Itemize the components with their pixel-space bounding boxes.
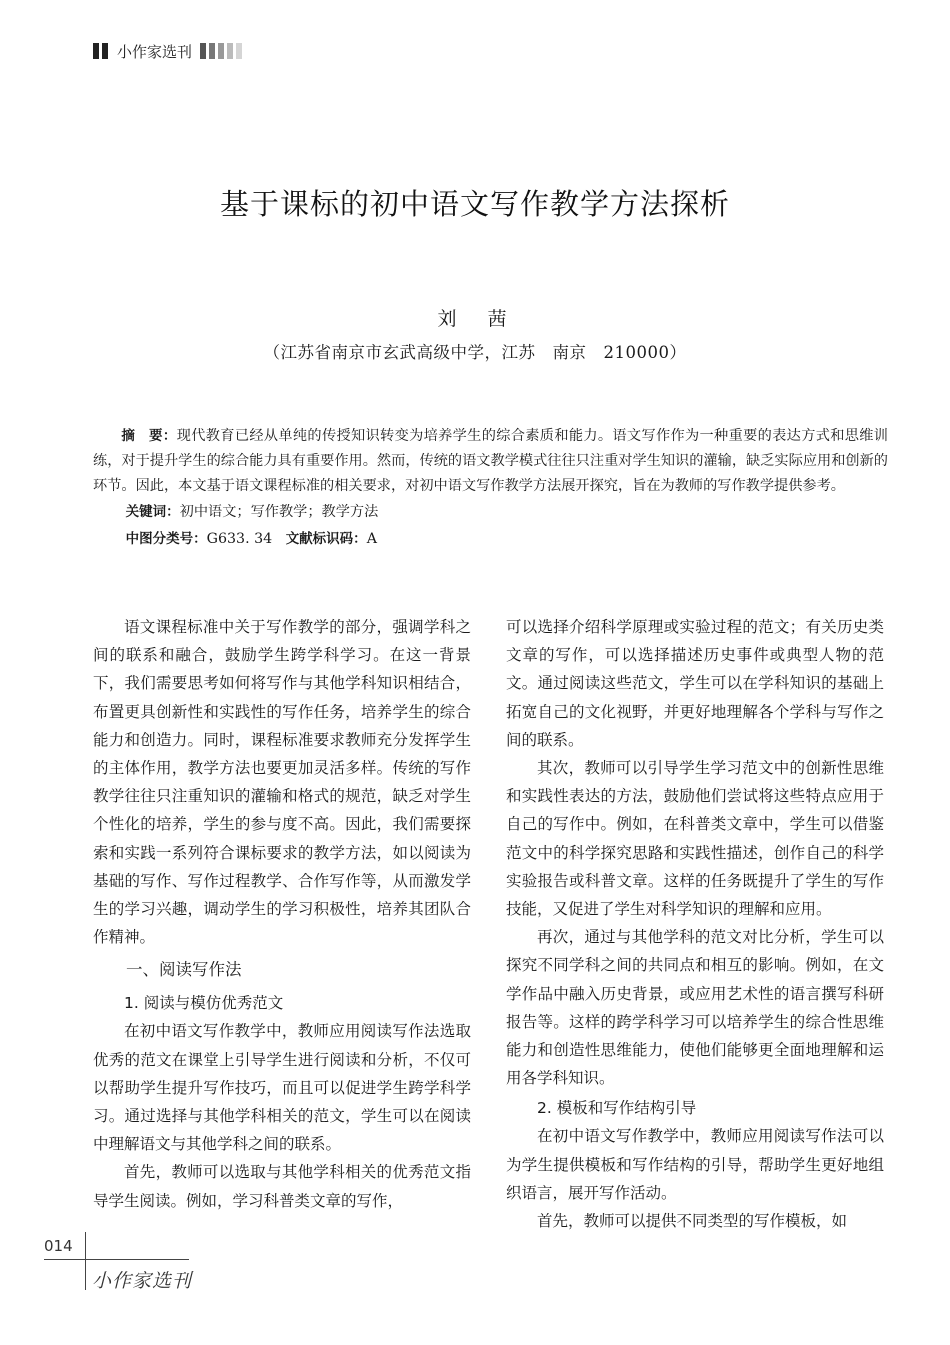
body-paragraph: 在初中语文写作教学中，教师应用阅读写作法可以为学生提供模板和写作结构的引导，帮助学生更好地组织语言，展开写作活动。 (506, 1127, 884, 1202)
abstract-block (93, 424, 888, 553)
clc-value: G633. 34 (206, 531, 273, 547)
abstract-text: 现代教育已经从单纯的传授知识转变为培养学生的综合素质和能力。语文写作作为一种重要的表达方式和思维训练，对于提升学生的综合能力具有重要作用。然而，传统的语文教学模式往往只注重对学生知识的灌输，缺乏实际应用和创新的环节。因此，本文基于语文课程标准的相关要求，对初中语文写作教学方法展开探究，旨在为教师的写作教学提供参考。 (93, 428, 888, 494)
body-paragraph: 再次，通过与其他学科的范文对比分析，学生可以探究不同学科之间的共同点和相互的影响。例如，在文学作品中融入历史背景，或应用艺术性的语言撰写科研报告等。这样的跨学科学习可以培养学生的综合性思维能力和创造性思维能力，使他们能够更全面地理解和运用各学科知识。 (506, 928, 884, 1088)
doc-code-label: 文献标识码： (285, 531, 367, 547)
running-header (93, 40, 245, 62)
header-bar-icon (93, 43, 99, 59)
body-paragraph: 其次，教师可以引导学生学习范文中的创新性思维和实践性表达的方法，鼓励他们尝试将这些特点应用于自己的写作中。例如，在科普类文章中，学生可以借鉴范文中的科学探究思路和实践性描述，创作自己的科学实验报告或科普文章。这样的任务既提升了学生的写作技能，又促进了学生对科学知识的理解和应用。 (506, 759, 884, 919)
doc-code-value: A (366, 531, 377, 547)
abstract-label: 摘 要： (121, 428, 177, 444)
body-column-left (93, 613, 471, 1215)
subsection-heading: 1. 阅读与模仿优秀范文 (124, 994, 284, 1013)
header-bar-icon (227, 43, 233, 59)
keywords-label: 关键词： (125, 504, 180, 520)
body-paragraph: 语文课程标准中关于写作教学的部分，强调学科之间的联系和融合，鼓励学生跨学科学习。在这一背景下，我们需要思考如何将写作与其他学科知识相结合，布置更具创新性和实践性的写作任务，培养学生的综合能力和创造力。同时，课程标准要求教师充分发挥学生的主体作用，教学方法也要更加灵活多样。传统的写作教学往往只注重知识的灌输和格式的规范，缺乏对学生个性化的培养，学生的参与度不高。因此，我们需要探索和实践一系列符合课标要求的教学方法，如以阅读为基础的写作、写作过程教学、合作写作等，从而激发学生的学习兴趣，调动学生的学习积极性，培养其团队合作精神。 (93, 618, 471, 947)
classification-line (93, 526, 888, 553)
header-bar-icon (102, 43, 108, 59)
keywords-text: 初中语文；写作教学；教学方法 (179, 504, 379, 520)
header-bar-icon (236, 43, 242, 59)
header-bar-icon (218, 43, 224, 59)
article-title: 基于课标的初中语文写作教学方法探析 (219, 187, 730, 221)
section-heading: 一、阅读写作法 (126, 960, 242, 980)
header-bar-icon (209, 43, 215, 59)
clc-label: 中图分类号： (125, 531, 207, 547)
body-paragraph: 首先，教师可以选取与其他学科相关的优秀范文指导学生阅读。例如，学习科普类文章的写作， (93, 1163, 471, 1210)
header-bar-icon (200, 43, 206, 59)
author-name: 刘 茜 (437, 308, 513, 330)
journal-name: 小作家选刊 (117, 42, 193, 61)
subsection-heading: 2. 模板和写作结构引导 (537, 1099, 697, 1118)
page-number: 014 (44, 1237, 73, 1255)
footer-divider (44, 1259, 189, 1260)
body-column-right (506, 613, 884, 1235)
keywords-line (93, 499, 888, 526)
author-affiliation: （江苏省南京市玄武高级中学，江苏 南京 210000） (263, 343, 687, 362)
journal-logo: 小作家选刊 (92, 1270, 193, 1292)
body-paragraph: 在初中语文写作教学中，教师应用阅读写作法选取优秀的范文在课堂上引导学生进行阅读和分析，不仅可以帮助学生提升写作技巧，而且可以促进学生跨学科学习。通过选择与其他学科相关的范文，学生可以在阅读中理解语文与其他学科之间的联系。 (93, 1022, 471, 1154)
body-paragraph: 可以选择介绍科学原理或实验过程的范文；有关历史类文章的写作，可以选择描述历史事件或典型人物的范文。通过阅读这些范文，学生可以在学科知识的基础上拓宽自己的文化视野，并更好地理解各个学科与写作之间的联系。 (506, 618, 884, 749)
footer-divider (85, 1232, 86, 1290)
abstract-paragraph (93, 424, 888, 499)
body-paragraph: 首先，教师可以提供不同类型的写作模板，如 (537, 1212, 848, 1231)
